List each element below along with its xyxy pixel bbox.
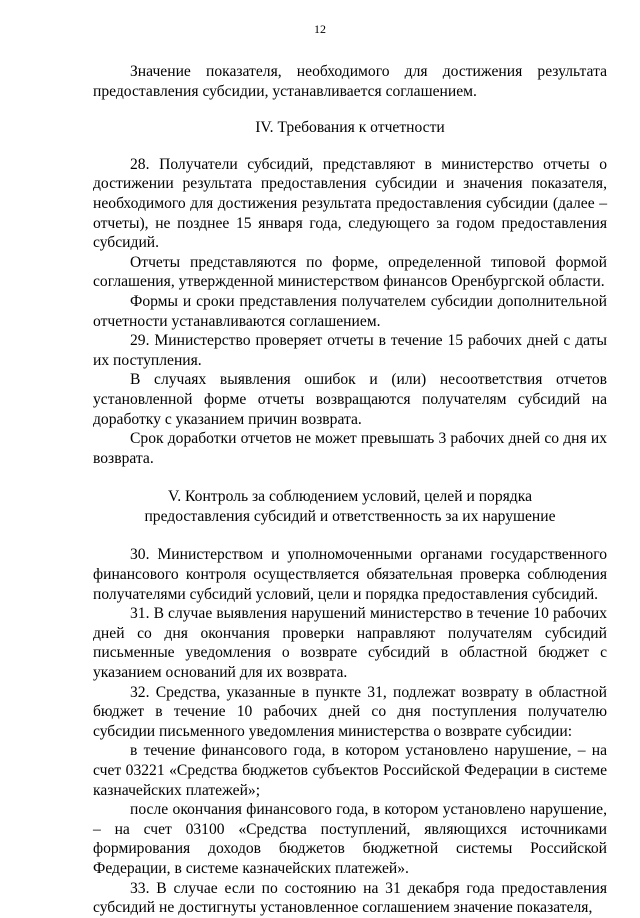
paragraph-30: 30. Министерством и уполномоченными органами государственного финансового контроля осуществляется обязательная проверка соблюдения получателями субсидий условий, цели и порядка предоставления субсидий. bbox=[93, 546, 607, 603]
paragraph-28: 28. Получатели субсидий, представляют в министерство отчеты о достижении результата предоставления субсидии и значения показателя, необходимого для достижения результата предоставления субсидии (далее – отчеты), не позднее 15 января года, следующего за годом предоставления субсидий. bbox=[93, 155, 607, 252]
paragraph-32: 32. Средства, указанные в пункте 31, подлежат возврату в областной бюджет в течение 10 рабочих дней со дня поступления получателю субсидии письменного уведомления министерства о возврате субсидии: bbox=[93, 683, 607, 740]
paragraph-32-current-year: в течение финансового года, в котором установлено нарушение, – на счет 03221 «Средства бюджетов субъектов Российской Федерации в системе казначейских платежей»; bbox=[93, 742, 607, 799]
section-heading-v-line1: V. Контроль за соблюдением условий, целей и порядка bbox=[167, 488, 533, 506]
paragraph-33: 33. В случае если по состоянию на 31 декабря года предоставления субсидий не достигнуты установленное соглашением значение показателя, bbox=[93, 879, 607, 917]
paragraph-31: 31. В случае выявления нарушений министерство в течение 10 рабочих дней со дня окончания проверки направляют получателям субсидий письменные уведомления о возврате субсидий в областной бюджет с указанием оснований для их возврата. bbox=[93, 605, 607, 682]
paragraph-29-revision-term: Срок доработки отчетов не может превышать 3 рабочих дней со дня их возврата. bbox=[93, 430, 607, 467]
paragraph-28-reports-form: Отчеты представляются по форме, определенной типовой формой соглашения, утвержденной министерством финансов Оренбургской области. bbox=[93, 253, 607, 291]
section-heading-v-line2: предоставления субсидий и ответственность за их нарушение bbox=[144, 507, 556, 525]
paragraph-29: 29. Министерство проверяет отчеты в течение 15 рабочих дней с даты их поступления. bbox=[93, 332, 607, 369]
paragraph-28-additional-reporting: Формы и сроки представления получателем субсидии дополнительной отчетности устанавливаются соглашением. bbox=[93, 292, 607, 330]
paragraph-32-after-year: после окончания финансового года, в котором установлено нарушение, – на счет 03100 «Средства поступлений, являющихся источниками формирования доходов бюджетов бюджетной системы Российской Федерации, в системе казначейских платежей». bbox=[93, 801, 607, 877]
page-number: 12 bbox=[314, 22, 326, 36]
paragraph-29-errors: В случаях выявления ошибок и (или) несоответствия отчетов установленной форме отчеты возвращаются получателям субсидий на доработку с указанием причин возврата. bbox=[93, 371, 607, 428]
document-body bbox=[93, 62, 607, 918]
intro-paragraph: Значение показателя, необходимого для достижения результата предоставления субсидии, устанавливается соглашением. bbox=[93, 63, 607, 100]
section-heading-iv: IV. Требования к отчетности bbox=[255, 119, 445, 137]
